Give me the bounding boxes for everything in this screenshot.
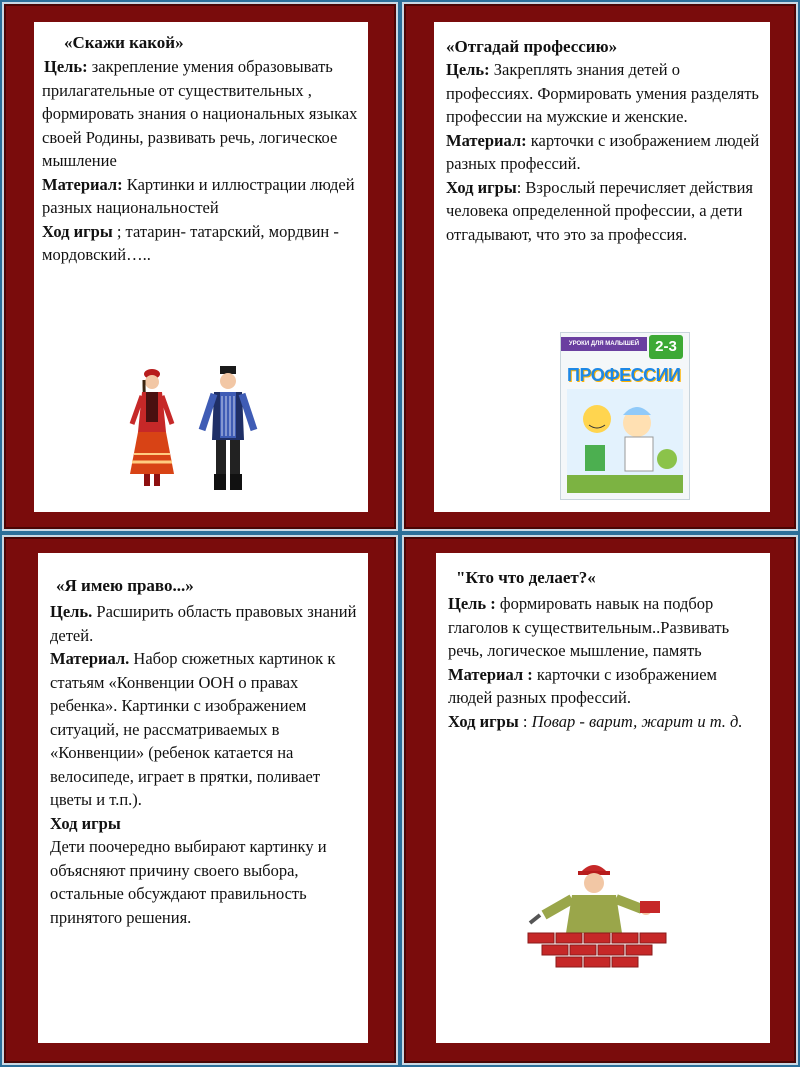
- goal-text: Расширить область правовых знаний детей.: [50, 602, 357, 645]
- goal-text: Закреплять знания детей о профессиях. Формировать умения разделять профессии на мужские и женские.: [446, 60, 759, 126]
- game-label: Ход игры: [448, 711, 519, 731]
- material-label: Материал :: [448, 664, 533, 684]
- game-label: Ход игры: [50, 813, 121, 833]
- goal-label: Цель:: [44, 57, 88, 76]
- card-panel: [434, 22, 770, 512]
- book-picture-icon: [567, 389, 683, 493]
- card-panel: [38, 553, 368, 1043]
- goal-text: формировать навык на подбор глаголов к существительным..Развивать речь, логическое мышление, память: [448, 594, 730, 660]
- goal-label: Цель.: [50, 602, 93, 621]
- people-in-national-costumes-icon: [122, 362, 272, 502]
- card-title: «Я имею право...»: [56, 576, 194, 595]
- card-body: [448, 592, 762, 733]
- game-text: :: [518, 711, 532, 731]
- game-card-4: [402, 535, 798, 1065]
- goal-label: Цель:: [446, 60, 490, 79]
- card-title: "Кто что делает?«: [456, 568, 596, 587]
- game-text: ; татарин- татарский, мордвин - мордовский…..: [42, 221, 339, 264]
- material-label: Материал:: [446, 130, 527, 150]
- book-series-label: УРОКИ ДЛЯ МАЛЫШЕЙ: [561, 337, 647, 351]
- material-label: Материал.: [50, 649, 130, 668]
- goal-label: Цель :: [448, 594, 496, 613]
- game-card-2: [402, 2, 798, 531]
- game-label: Ход игры: [446, 177, 517, 197]
- material-label: Материал:: [42, 174, 123, 194]
- game-example: Повар - варит, жарит и т. д.: [531, 711, 743, 731]
- material-text: Картинки и иллюстрации людей разных национальностей: [42, 174, 355, 217]
- game-text: Дети поочередно выбирают картинку и объясняют причину своего выбора, остальные обсуждают правильность принятого решения.: [50, 837, 327, 927]
- card-panel: [436, 553, 770, 1043]
- card-title: «Скажи какой»: [64, 33, 184, 52]
- card-panel: [34, 22, 368, 512]
- card-title: «Отгадай профессию»: [446, 37, 618, 56]
- material-text: карточки с изображением людей разных профессий.: [448, 664, 717, 707]
- book-title: ПРОФЕССИИ: [567, 365, 681, 385]
- bricklayer-icon: [522, 853, 672, 973]
- material-text: карточки с изображением людей разных профессий.: [446, 130, 760, 173]
- card-body: [446, 58, 762, 246]
- card-body: [50, 600, 362, 929]
- game-text: : Взрослый перечисляет действия человека определенной профессии, а дети отгадывают, что это за профессия.: [446, 177, 754, 244]
- book-cover-icon: [560, 332, 690, 500]
- game-label: Ход игры: [42, 221, 113, 241]
- goal-text: закрепление умения образовывать прилагательные от существительных , формировать знания о национальных языках своей Родины, развивать речь, логическое мышление: [42, 57, 358, 170]
- card-body: [42, 55, 360, 267]
- game-card-3: [2, 535, 398, 1065]
- game-card-1: [2, 2, 398, 531]
- book-age-badge: 2-3: [649, 335, 683, 359]
- material-text: Набор сюжетных картинок к статьям «Конвенции ООН о правах ребенка». Картинки с изображением ситуаций, не рассматриваемых в «Конвенции» (ребенок катается на велосипеде, играет в прятки, поливает цветы и т.п.).: [50, 649, 336, 809]
